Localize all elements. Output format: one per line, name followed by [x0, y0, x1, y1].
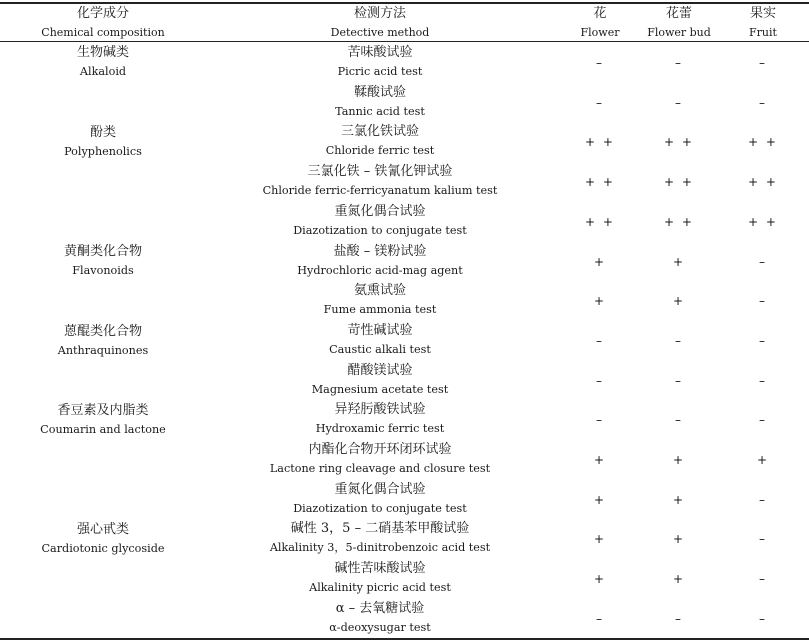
method-name-zh: 氨熏试验 [353, 283, 406, 298]
method-name-en: Fume ammonia test [323, 303, 437, 316]
method-name-zh: 碱性 3，5 – 二硝基苯甲酸试验 [290, 521, 470, 536]
result-flower: – [596, 56, 604, 70]
result-fruit: – [759, 255, 767, 269]
result-flower: + [593, 453, 607, 467]
method-name-zh: 鞣酸试验 [353, 85, 406, 100]
method-name-zh: 三氯化铁 – 铁氰化钾试验 [307, 164, 453, 179]
result-bud: – [675, 56, 683, 70]
result-bud: – [675, 374, 683, 388]
result-bud: + [672, 255, 686, 269]
result-fruit: – [759, 56, 767, 70]
method-name-zh: α – 去氧糖试验 [335, 601, 425, 616]
method-cell [255, 242, 505, 280]
method-name-en: Chloride ferric-ferricyanatum kalium test [262, 184, 498, 197]
result-bud: – [675, 334, 683, 348]
group-alkaloid: 生物碱类 Alkaloid [76, 45, 129, 78]
group-anthraquinones: 蒽醌类化合物 Anthraquinones [57, 324, 149, 357]
header-composition: 化学成分 Chemical composition [41, 6, 165, 39]
method-name-zh: 重氮化偶合试验 [334, 204, 426, 219]
result-bud: + [672, 294, 686, 308]
method-name-en: Tannic acid test [335, 105, 425, 118]
result-flower: + [593, 572, 607, 586]
method-name-zh: 三氯化铁试验 [340, 124, 419, 139]
table-bottom-rule [0, 638, 809, 640]
method-name-en: Diazotization to conjugate test [293, 502, 467, 515]
result-flower: – [596, 413, 604, 427]
method-name-en: Lactone ring cleavage and closure test [269, 462, 491, 475]
method-name-en: Hydroxamic ferric test [315, 422, 445, 435]
group-coumarin-lactone: 香豆素及内脂类 Coumarin and lactone [40, 403, 166, 436]
result-bud: + + [664, 175, 694, 189]
result-fruit: + + [748, 135, 778, 149]
method-name-zh: 醋酸镁试验 [347, 363, 413, 378]
result-flower: – [596, 612, 604, 626]
result-fruit: – [759, 294, 767, 308]
result-fruit: – [759, 572, 767, 586]
method-name-en: Alkalinity picric acid test [309, 581, 451, 594]
group-flavonoids: 黄酮类化合物 Flavonoids [63, 244, 142, 277]
method-name-en: Hydrochloric acid-mag agent [297, 264, 463, 277]
result-fruit: – [759, 334, 767, 348]
method-name-zh: 重氮化偶合试验 [334, 482, 426, 497]
result-bud: – [675, 413, 683, 427]
result-flower: + [593, 255, 607, 269]
result-flower: + + [585, 135, 615, 149]
method-name-zh: 苛性碱试验 [347, 323, 413, 338]
result-fruit: + + [748, 175, 778, 189]
header-flower: 花 Flower [580, 6, 620, 39]
method-cell [255, 162, 505, 200]
method-name-zh: 碱性苦味酸试验 [334, 561, 426, 576]
method-cell [255, 83, 505, 121]
method-name-en: Alkalinity 3，5-dinitrobenzoic acid test [269, 541, 491, 554]
group-polyphenolics: 酚类 Polyphenolics [64, 125, 142, 158]
header-fruit: 果实 Fruit [749, 6, 777, 39]
method-cell [255, 43, 505, 81]
result-bud: + + [664, 135, 694, 149]
method-name-en: α-deoxysugar test [329, 621, 431, 634]
method-cell [255, 480, 505, 518]
result-flower: + [593, 493, 607, 507]
result-fruit: – [759, 532, 767, 546]
result-bud: – [675, 612, 683, 626]
result-bud: – [675, 96, 683, 110]
method-cell [255, 122, 505, 160]
result-flower: – [596, 96, 604, 110]
method-name-zh: 内酯化合物开环闭环试验 [308, 442, 452, 457]
result-flower: + + [585, 175, 615, 189]
method-cell [255, 519, 505, 557]
result-bud: + [672, 572, 686, 586]
method-cell [255, 559, 505, 597]
result-flower: – [596, 374, 604, 388]
method-name-en: Picric acid test [337, 65, 423, 78]
result-fruit: + + [748, 215, 778, 229]
method-cell [255, 321, 505, 359]
result-fruit: – [759, 493, 767, 507]
method-name-en: Chloride ferric test [325, 144, 435, 157]
group-cardiotonic: 强心甙类 Cardiotonic glycoside [41, 522, 165, 555]
result-fruit: – [759, 413, 767, 427]
result-fruit: – [759, 374, 767, 388]
method-cell [255, 400, 505, 438]
result-flower: + [593, 532, 607, 546]
result-bud: + [672, 532, 686, 546]
method-name-zh: 异羟肟酸铁试验 [334, 402, 426, 417]
result-flower: – [596, 334, 604, 348]
header-flower-bud: 花蕾 Flower bud [647, 6, 711, 39]
result-fruit: + [756, 453, 770, 467]
result-bud: + [672, 453, 686, 467]
method-cell [255, 202, 505, 240]
method-name-en: Diazotization to conjugate test [293, 224, 467, 237]
method-cell [255, 599, 505, 637]
method-name-en: Magnesium acetate test [311, 383, 449, 396]
result-fruit: – [759, 96, 767, 110]
method-name-zh: 苦味酸试验 [347, 45, 413, 60]
method-name-en: Caustic alkali test [329, 343, 431, 356]
result-fruit: – [759, 612, 767, 626]
method-name-zh: 盐酸 – 镁粉试验 [333, 244, 427, 259]
result-flower: + + [585, 215, 615, 229]
result-bud: + + [664, 215, 694, 229]
method-cell [255, 361, 505, 399]
method-cell [255, 281, 505, 319]
method-cell [255, 440, 505, 478]
header-method: 检测方法 Detective method [330, 6, 430, 39]
result-bud: + [672, 493, 686, 507]
result-flower: + [593, 294, 607, 308]
